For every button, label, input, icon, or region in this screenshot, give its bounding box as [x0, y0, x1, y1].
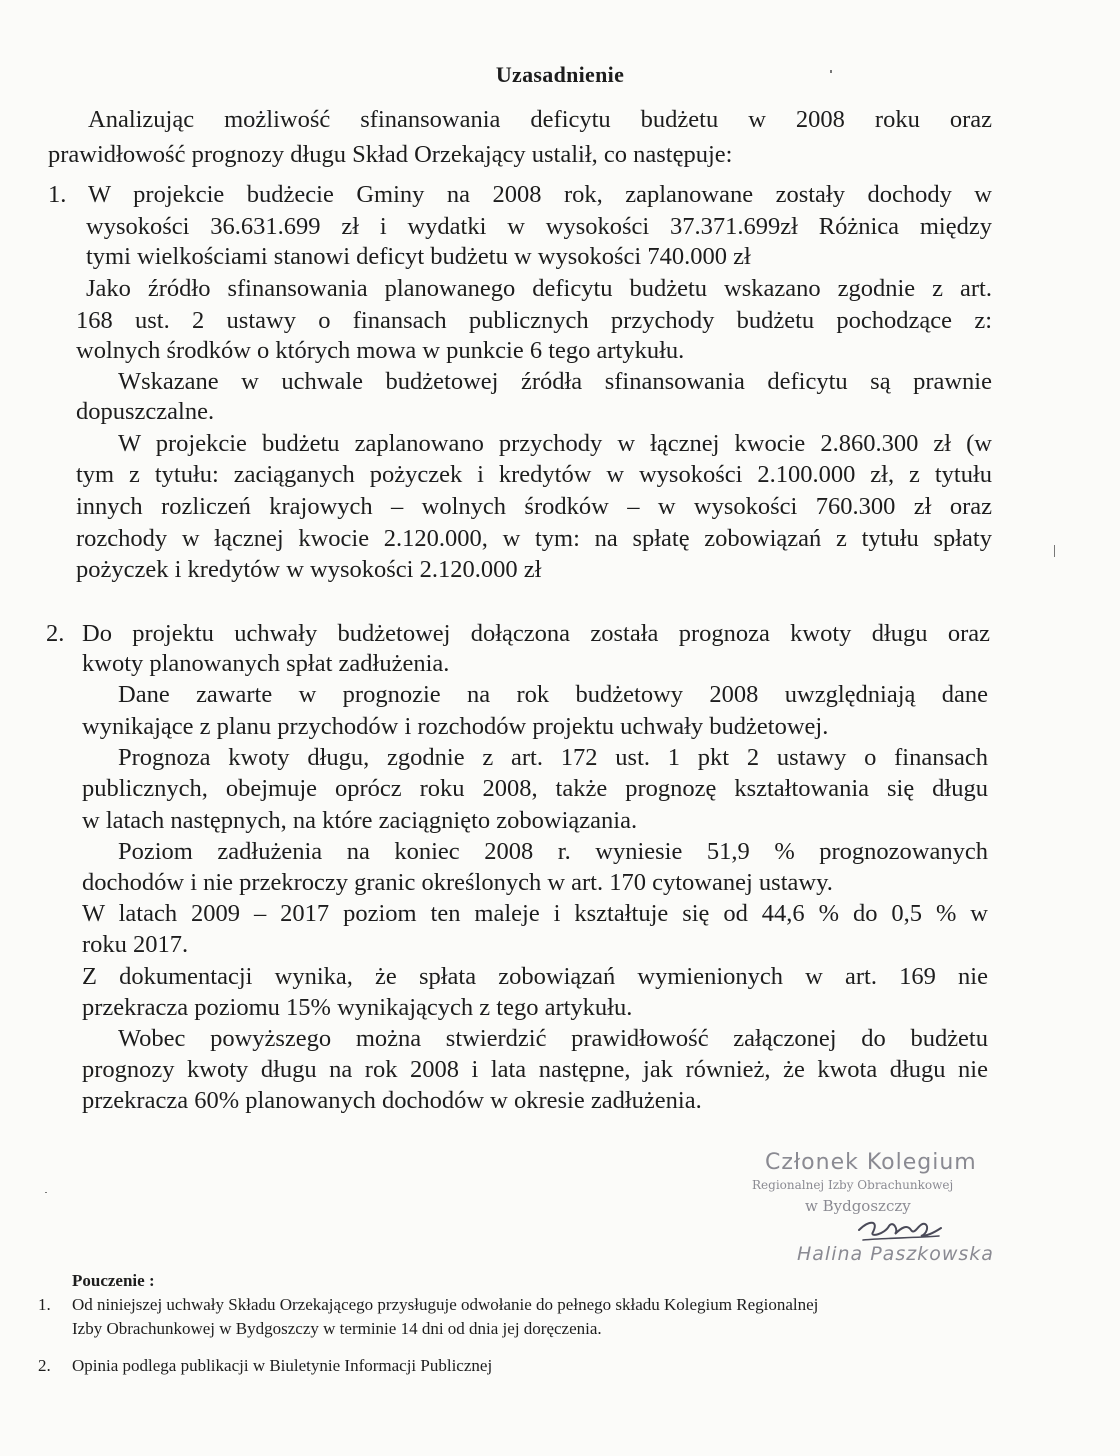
- section-1-line: wolnych środków o których mowa w punkcie 6 tego artykułu.: [76, 337, 685, 364]
- section-1-line: dopuszczalne.: [76, 398, 215, 425]
- section-1-line: pożyczek i kredytów w wysokości 2.120.000 zł: [76, 556, 542, 583]
- section-2-line: Wobec powyższego można stwierdzić prawidłowość załączonej do budżetu: [118, 1025, 988, 1052]
- footer-item-line: Opinia podlega publikacji w Biuletynie Informacji Publicznej: [72, 1356, 493, 1375]
- section-2-line: w latach następnych, na które zaciągnięto zobowiązania.: [82, 807, 638, 834]
- section-2-line: Z dokumentacji wynika, że spłata zobowiązań wymienionych w art. 169 nie: [82, 963, 988, 990]
- section-2-line: kwoty planowanych spłat zadłużenia.: [82, 650, 450, 677]
- section-2-line: W latach 2009 – 2017 poziom ten maleje i kształtuje się od 44,6 % do 0,5 % w: [82, 900, 988, 927]
- section-2-line: roku 2017.: [82, 931, 189, 958]
- section-2-line: przekracza poziomu 15% wynikających z tego artykułu.: [82, 994, 633, 1021]
- stamp-city: w Bydgoszczy: [805, 1197, 911, 1215]
- section-1-line: W projekcie budżetu zaplanowano przychody w łącznej kwocie 2.860.300 zł (w: [118, 430, 992, 457]
- scan-speck: [45, 1192, 47, 1193]
- footer-heading: Pouczenie :: [72, 1271, 155, 1290]
- scan-speck: [830, 70, 832, 73]
- section-1-line: tym z tytułu: zaciąganych pożyczek i kredytów w wysokości 2.100.000 zł, z tytułu: [76, 461, 992, 488]
- section-2-line: wynikające z planu przychodów i rozchodów projektu uchwały budżetowej.: [82, 713, 829, 740]
- section-1-line: tymi wielkościami stanowi deficyt budżetu w wysokości 740.000 zł: [86, 243, 751, 270]
- section-1-line: innych rozliczeń krajowych – wolnych środków – w wysokości 760.300 zł oraz: [76, 493, 992, 520]
- section-1-line: rozchody w łącznej kwocie 2.120.000, w tym: na spłatę zobowiązań z tytułu spłaty: [76, 525, 992, 552]
- footer-item-number: 2.: [38, 1356, 51, 1375]
- footer-item-number: 1.: [38, 1295, 51, 1314]
- stamp-title: Członek Kolegium: [765, 1150, 977, 1175]
- section-2-line: dochodów i nie przekroczy granic określonych w art. 170 cytowanej ustawy.: [82, 869, 833, 896]
- section-1-line: W projekcie budżecie Gminy na 2008 rok, zaplanowane zostały dochody w: [88, 181, 992, 208]
- section-1-line: wysokości 36.631.699 zł i wydatki w wysokości 37.371.699zł Różnica między: [86, 213, 992, 240]
- footer-item-line: Izby Obrachunkowej w Bydgoszczy w terminie 14 dni od dnia jej doręczenia.: [72, 1319, 602, 1338]
- section-2-line: przekracza 60% planowanych dochodów w okresie zadłużenia.: [82, 1087, 702, 1114]
- section-1-number: 1.: [48, 181, 67, 208]
- section-1-line: Wskazane w uchwale budżetowej źródła sfinansowania deficytu są prawnie: [118, 368, 992, 395]
- section-2-line: prognozy kwoty długu na rok 2008 i lata następne, jak również, że kwota długu nie: [82, 1056, 988, 1083]
- section-1-line: Jako źródło sfinansowania planowanego deficytu budżetu wskazano zgodnie z art.: [86, 275, 992, 302]
- section-2-line: Prognoza kwoty długu, zgodnie z art. 172 ust. 1 pkt 2 ustawy o finansach: [118, 744, 988, 771]
- section-2-line: Poziom zadłużenia na koniec 2008 r. wyniesie 51,9 % prognozowanych: [118, 838, 988, 865]
- stamp-institution: Regionalnej Izby Obrachunkowej: [752, 1178, 954, 1192]
- section-2-number: 2.: [46, 620, 65, 647]
- section-2-line: Do projektu uchwały budżetowej dołączona została prognoza kwoty długu oraz: [82, 620, 990, 647]
- section-2-line: publicznych, obejmuje oprócz roku 2008, także prognozę kształtowania się długu: [82, 775, 988, 802]
- intro-line: prawidłowość prognozy długu Skład Orzekający ustalił, co następuje:: [48, 141, 733, 168]
- section-1-line: 168 ust. 2 ustawy o finansach publicznych przychody budżetu pochodzące z:: [76, 307, 992, 334]
- stamp-name: Halina Paszkowska: [797, 1243, 994, 1265]
- intro-line: Analizując możliwość sfinansowania deficytu budżetu w 2008 roku oraz: [88, 106, 992, 133]
- scan-speck: [1054, 545, 1055, 557]
- handwritten-signature: [855, 1214, 945, 1244]
- document-title: Uzasadnienie: [495, 62, 625, 87]
- footer-item-line: Od niniejszej uchwały Składu Orzekającego przysługuje odwołanie do pełnego składu Kolegium Regionalnej: [72, 1295, 819, 1314]
- section-2-line: Dane zawarte w prognozie na rok budżetowy 2008 uwzględniają dane: [118, 681, 988, 708]
